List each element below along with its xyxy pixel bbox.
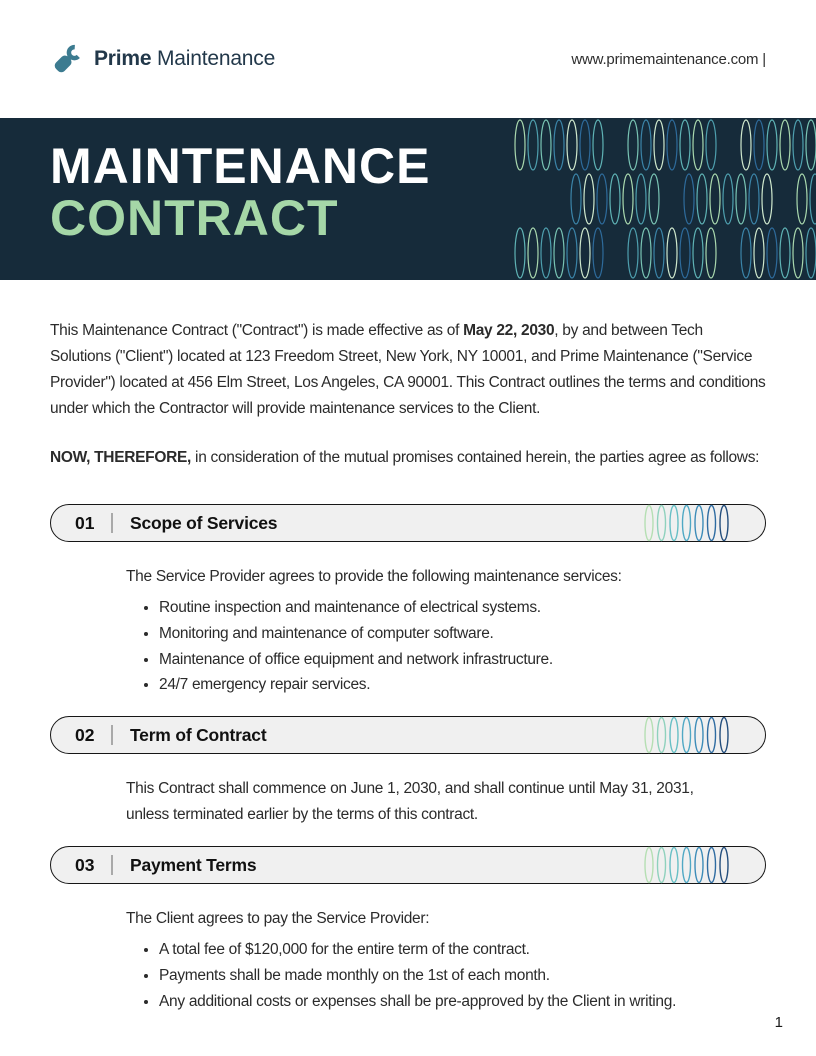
- page-number: 1: [774, 1014, 783, 1031]
- section-title: Scope of Services: [129, 512, 278, 533]
- contract-body: [0, 318, 816, 1015]
- ellipse-accent-icon: [641, 715, 733, 755]
- section-intro: The Service Provider agrees to provide the following maintenance services:: [126, 568, 622, 585]
- therefore-paragraph: [50, 445, 766, 471]
- divider: [111, 855, 113, 875]
- section-content-payment: [126, 906, 766, 1014]
- bullet-list: [126, 595, 766, 698]
- section-intro: The Client agrees to pay the Service Provider:: [126, 910, 430, 928]
- wrench-icon: [50, 42, 86, 76]
- section-header-term-of-contract: [50, 716, 766, 754]
- title-line-2: CONTRACT: [50, 190, 339, 246]
- therefore-lead: NOW, THEREFORE,: [50, 449, 192, 466]
- bullet-item: • 24/7 emergency repair services.: [159, 672, 766, 698]
- title-line-1: MAINTENANCE: [50, 138, 431, 194]
- section-number: 03: [75, 854, 95, 875]
- section-header-scope-of-services: [50, 504, 766, 542]
- bullet-item: • Payments shall be made monthly on the 1st of each month.: [159, 963, 766, 989]
- section-title: Payment Terms: [129, 854, 257, 875]
- brand-name: [94, 47, 275, 71]
- bullet-item: • Any additional costs or expenses shall be pre-approved by the Client in writing.: [159, 989, 766, 1015]
- bullet-item: • Maintenance of office equipment and network infrastructure.: [159, 647, 766, 673]
- intro-text-post: , by and between Tech Solutions ("Client") located at 123 Freedom Street, New York, NY 10001, and Prime Maintenance ("Service Provider") located at 456 Elm Street, Los Angeles, CA 90001. This Contract outlines the terms and conditions under which the Contractor will provide maintenance services to the Client.: [50, 322, 766, 417]
- section-header-payment-terms: [50, 846, 766, 884]
- page-header: [0, 0, 816, 118]
- section-title: Term of Contract: [129, 724, 267, 745]
- bullet-item: • Monitoring and maintenance of computer software.: [159, 621, 766, 647]
- section-number: 02: [75, 724, 95, 745]
- section-content-scope: [126, 564, 766, 698]
- section-content-term: [126, 776, 766, 828]
- bullet-list: [126, 937, 766, 1014]
- brand-logo: [50, 42, 275, 76]
- therefore-text: in consideration of the mutual promises contained herein, the parties agree as follows:: [191, 449, 760, 466]
- divider: [111, 725, 113, 745]
- ellipse-accent-icon: [641, 503, 733, 543]
- brand-name-regular: Maintenance: [157, 47, 276, 70]
- bullet-item: • A total fee of $120,000 for the entire term of the contract.: [159, 937, 766, 963]
- hero-banner: [0, 118, 816, 280]
- section-number: 01: [75, 512, 95, 533]
- intro-text-pre: This Maintenance Contract ("Contract") is made effective as of: [50, 322, 464, 339]
- hero-ellipse-pattern-icon: [510, 118, 816, 280]
- website-url: www.primemaintenance.com |: [571, 50, 766, 68]
- section-paragraph: This Contract shall commence on June 1, 2030, and shall continue until May 31, 2031, unless terminated earlier by the terms of this contract.: [126, 780, 694, 824]
- divider: [111, 513, 113, 533]
- intro-paragraph: [50, 318, 766, 422]
- brand-name-bold: Prime: [94, 47, 152, 70]
- ellipse-accent-icon: [641, 845, 733, 885]
- bullet-item: • Routine inspection and maintenance of electrical systems.: [159, 595, 766, 621]
- effective-date: May 22, 2030: [463, 322, 555, 339]
